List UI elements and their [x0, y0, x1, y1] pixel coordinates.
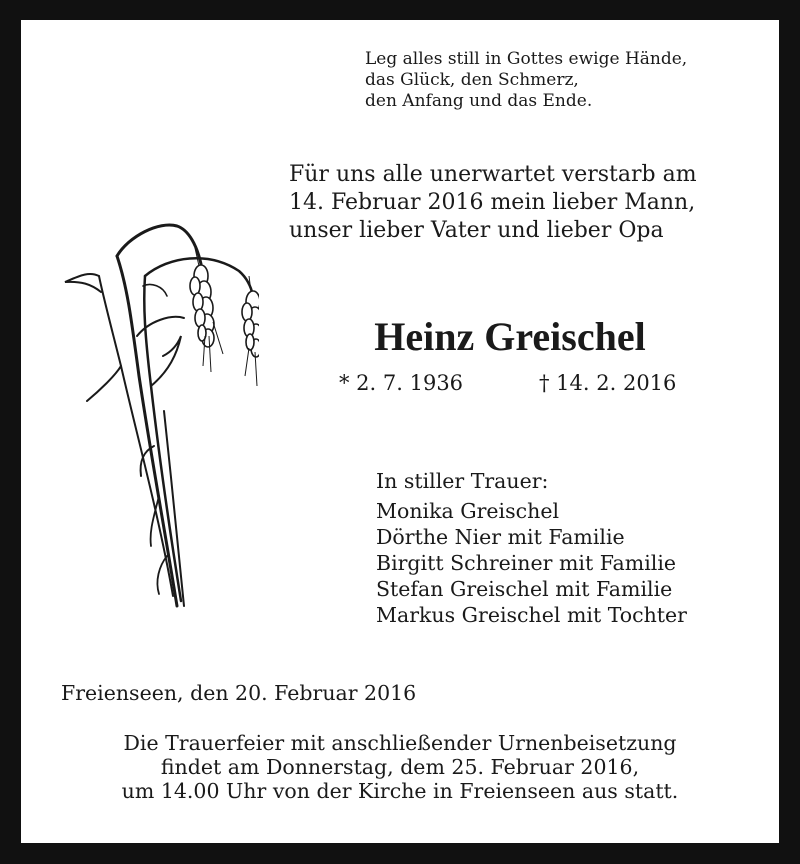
mourner-name: Dörthe Nier mit Familie [376, 525, 625, 549]
mourner-name: Markus Greischel mit Tochter [376, 603, 687, 627]
life-dates [339, 369, 676, 397]
notice-inner-panel [21, 20, 779, 843]
motto-line: den Anfang und das Ende. [365, 91, 593, 111]
service-line: Die Trauerfeier mit anschließender Urnenbeisetzung [123, 731, 677, 755]
service-line: findet am Donnerstag, dem 25. Februar 2016, [160, 755, 640, 779]
service-line: um 14.00 Uhr von der Kirche in Freienseen aus statt. [121, 779, 679, 803]
intro-line: unser lieber Vater und lieber Opa [289, 218, 664, 243]
intro-text [289, 161, 697, 245]
mourners-list [376, 468, 687, 628]
mourner-name: Monika Greischel [376, 499, 560, 523]
death-date: † 14. 2. 2016 [539, 371, 677, 395]
deceased-name: Heinz Greischel [374, 314, 646, 359]
mourner-name: Stefan Greischel mit Familie [376, 577, 673, 601]
intro-line: 14. Februar 2016 mein lieber Mann, [289, 190, 696, 215]
funeral-service-info [21, 731, 779, 803]
mourners-heading: In stiller Trauer: [376, 469, 549, 493]
wheat-stalk-icon [59, 196, 259, 636]
place-and-date: Freienseen, den 20. Februar 2016 [61, 681, 417, 705]
motto-line: das Glück, den Schmerz, [365, 70, 579, 90]
intro-line: Für uns alle unerwartet verstarb am [289, 162, 697, 187]
mourner-name: Birgitt Schreiner mit Familie [376, 551, 677, 575]
motto-line: Leg alles still in Gottes ewige Hände, [365, 49, 688, 69]
birth-date: * 2. 7. 1936 [339, 371, 464, 395]
motto-verse [365, 49, 687, 112]
